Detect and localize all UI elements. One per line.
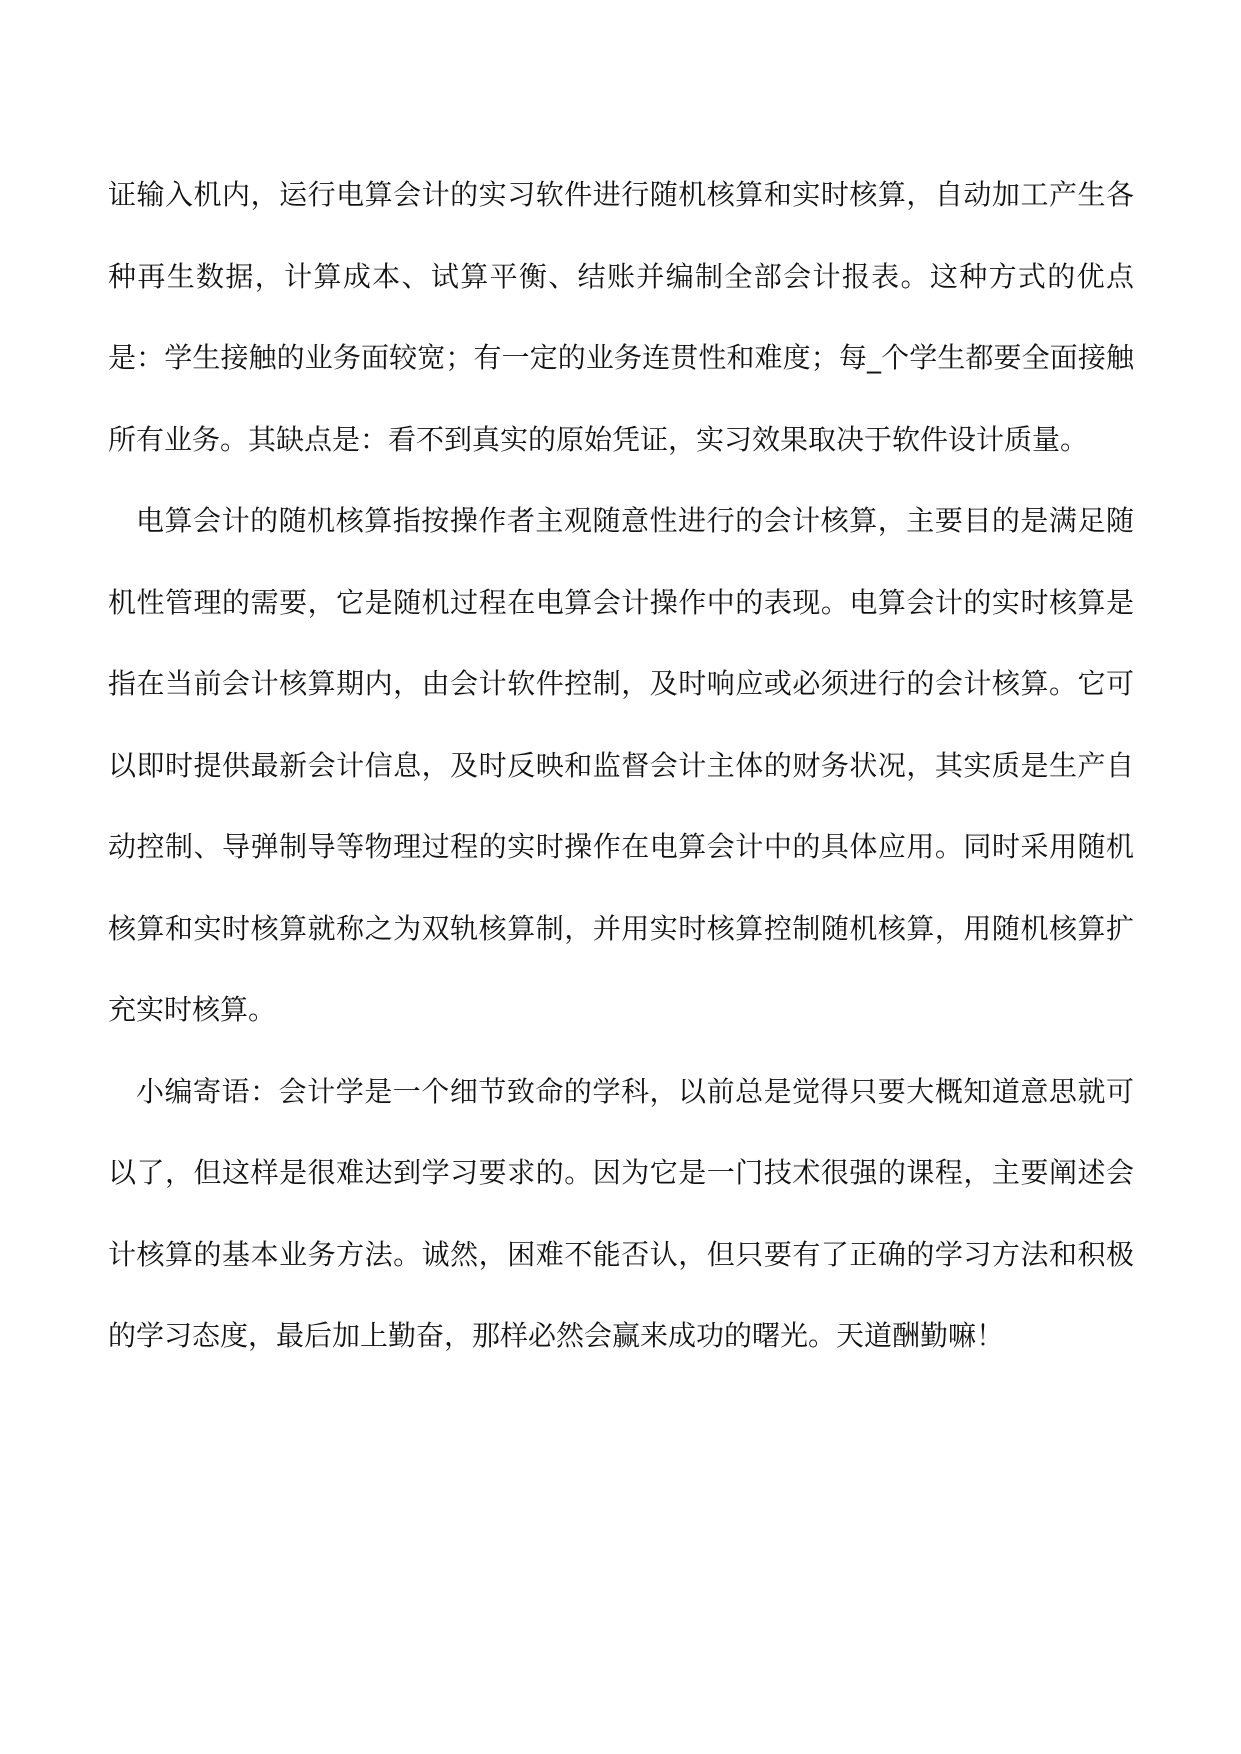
- paragraph-random-realtime-accounting: 电算会计的随机核算指按操作者主观随意性进行的会计核算，主要目的是满足随机性管理的需要，它是随机过程在电算会计操作中的表现。电算会计的实时核算是指在当前会计核算期内，由会计软件控制，及时响应或必须进行的会计核算。它可以即时提供最新会计信息，及时反映和监督会计主体的财务状况，其实质是生产自动控制、导弹制导等物理过程的实时操作在电算会计中的具体应用。同时采用随机核算和实时核算就称之为双轨核算制，并用实时核算控制随机核算，用随机核算扩充实时核算。: [108, 504, 1134, 1026]
- document-body: [108, 154, 1134, 1377]
- paragraph-continuation: 证输入机内，运行电算会计的实习软件进行随机核算和实时核算，自动加工产生各种再生数据，计算成本、试算平衡、结账并编制全部会计报表。这种方式的优点是：学生接触的业务面较宽；有一定的业务连贯性和难度；每_个学生都要全面接触所有业务。其缺点是：看不到真实的原始凭证，实习效果取决于软件设计质量。: [108, 178, 1134, 456]
- paragraph-editor-note: 小编寄语：会计学是一个细节致命的学科，以前总是觉得只要大概知道意思就可以了，但这样是很难达到学习要求的。因为它是一门技术很强的课程，主要阐述会计核算的基本业务方法。诚然，困难不能否认，但只要有了正确的学习方法和积极的学习态度，最后加上勤奋，那样必然会赢来成功的曙光。天道酬勤嘛！: [108, 1074, 1134, 1352]
